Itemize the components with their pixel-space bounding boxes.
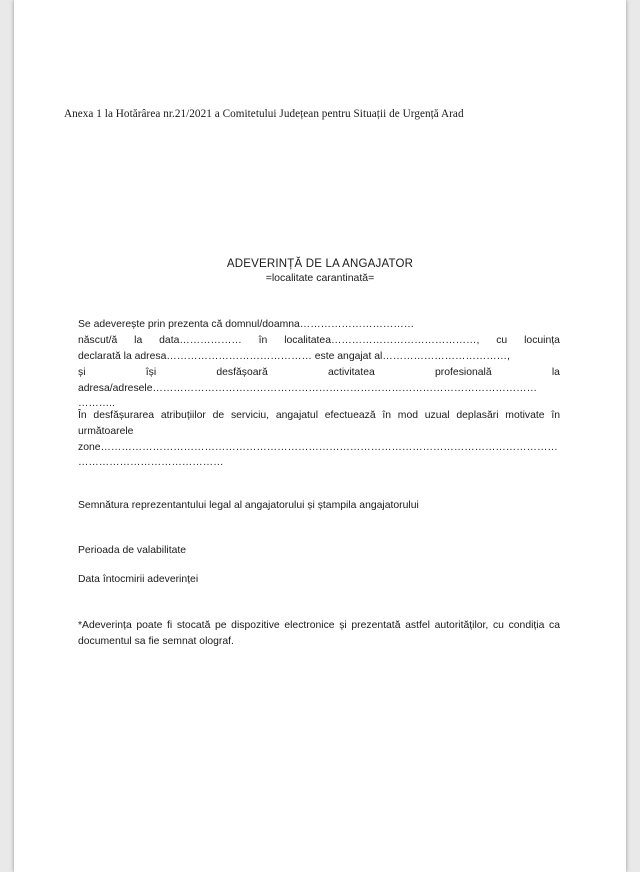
word: localitatea……………………………………,	[284, 335, 480, 346]
word: își	[145, 367, 157, 378]
body-line-9: ……………………………………	[78, 457, 224, 468]
word: activitatea	[328, 367, 375, 378]
body-line-5: adresa/adresele…………………………………………………………………………………………………	[78, 383, 537, 394]
body-line-2	[78, 335, 560, 346]
word: și	[78, 367, 86, 378]
annex-header: Anexa 1 la Hotărârea nr.21/2021 a Comitetului Județean pentru Situații de Urgență Arad	[64, 108, 464, 120]
body-line-3: declarată la adresa…………………………………… este angajat al………………………………,	[78, 351, 510, 362]
body-line-1: Se adeverește prin prezenta că domnul/doamna……………………………	[78, 319, 415, 330]
validity-label: Perioada de valabilitate	[78, 545, 187, 556]
signature-label: Semnătura reprezentantului legal al angajatorului și ștampila angajatorului	[78, 500, 419, 511]
word: născut/ă	[78, 335, 118, 346]
document-title: ADEVERINȚĂ DE LA ANGAJATOR	[226, 258, 414, 270]
word: profesională	[435, 367, 492, 378]
word: cu	[496, 335, 508, 346]
document-subtitle: =localitate carantinată=	[265, 272, 375, 284]
word: la	[551, 367, 560, 378]
word: data………………	[159, 335, 242, 346]
word: în	[258, 335, 268, 346]
body-line-8: zone……………………………………………………………………………………………………………………	[78, 442, 558, 453]
body-line-4	[78, 367, 560, 378]
body-line-6: ………..	[78, 398, 115, 409]
footnote: *Adeverința poate fi stocată pe dispozitive electronice și prezentată astfel autorităților, cu condiția ca documentul sa fie semnat olograf.	[78, 620, 560, 647]
word: locuința	[524, 335, 560, 346]
body-paragraph-zones: În desfășurarea atribuțiilor de serviciu, angajatul efectuează în mod uzual deplasări motivate în următoarele	[78, 410, 560, 437]
word: desfășoară	[216, 367, 268, 378]
word: la	[134, 335, 143, 346]
date-issued-label: Data întocmirii adeverinței	[78, 574, 199, 585]
